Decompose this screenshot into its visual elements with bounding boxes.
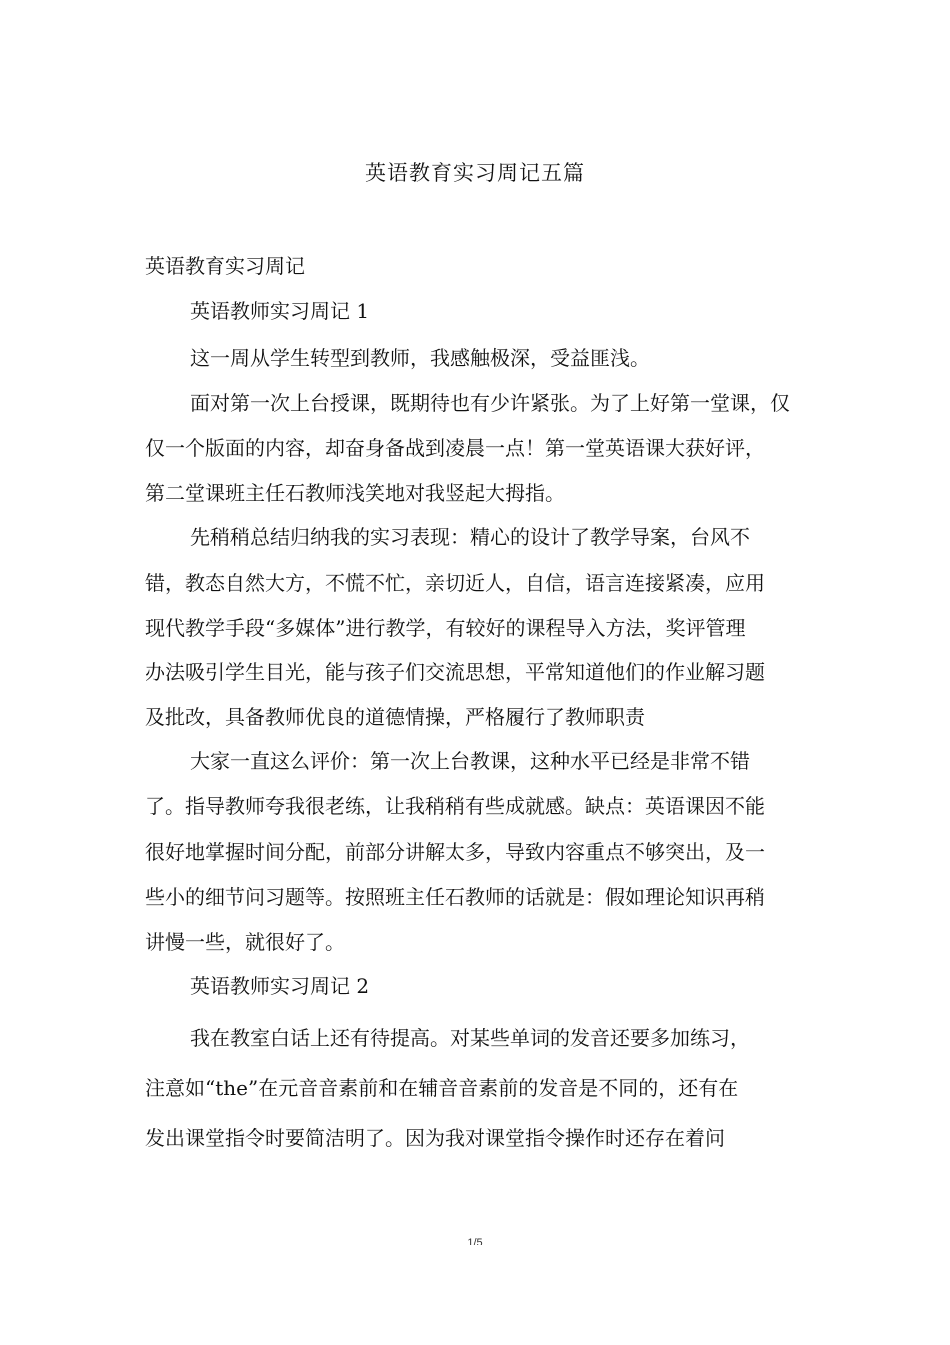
paragraph-line: 先稍稍总结归纳我的实习表现：精心的设计了教学导案，台风不 [190, 525, 750, 549]
paragraph-line: 讲慢一些，就很好了。 [145, 930, 345, 954]
paragraph-line: 现代教学手段“多媒体”进行教学，有较好的课程导入方法，奖评管理 [145, 616, 746, 640]
paragraph-line: 发出课堂指令时要简洁明了。因为我对课堂指令操作时还存在着问 [145, 1126, 725, 1150]
paragraph-line: 面对第一次上台授课，既期待也有少许紧张。为了上好第一堂课，仅 [190, 391, 790, 415]
paragraph-line: 第二堂课班主任石教师浅笑地对我竖起大拇指。 [145, 481, 565, 505]
paragraph-line: 我在教室白话上还有待提高。对某些单词的发音还要多加练习， [190, 1026, 750, 1050]
paragraph-line: 办法吸引学生目光，能与孩子们交流思想，平常知道他们的作业解习题 [145, 660, 765, 684]
document-title: 英语教育实习周记五篇 [365, 161, 585, 185]
paragraph-line: 仅一个版面的内容，却奋身备战到凌晨一点！第一堂英语课大获好评， [145, 436, 765, 460]
paragraph-line: 些小的细节问习题等。按照班主任石教师的话就是：假如理论知识再稍 [145, 885, 765, 909]
paragraph-line: 及批改，具备教师优良的道德情操，严格履行了教师职责 [145, 705, 645, 729]
section-heading: 英语教育实习周记 [145, 254, 305, 278]
paragraph-line: 这一周从学生转型到教师，我感触极深，受益匪浅。 [190, 346, 650, 370]
page-number: 1/5 [467, 1237, 483, 1245]
paragraph-line: 错，教态自然大方，不慌不忙，亲切近人，自信，语言连接紧凑，应用 [145, 571, 765, 595]
subheading-week-1: 英语教师实习周记 1 [190, 299, 370, 323]
subheading-week-2: 英语教师实习周记 2 [190, 974, 370, 998]
paragraph-line: 注意如“the”在元音音素前和在辅音音素前的发音是不同的，还有在 [145, 1076, 739, 1100]
paragraph-line: 了。指导教师夸我很老练，让我稍稍有些成就感。缺点：英语课因不能 [145, 794, 765, 818]
paragraph-line: 大家一直这么评价：第一次上台教课，这种水平已经是非常不错 [190, 749, 750, 773]
paragraph-line: 很好地掌握时间分配，前部分讲解太多，导致内容重点不够突出，及一 [145, 840, 765, 864]
